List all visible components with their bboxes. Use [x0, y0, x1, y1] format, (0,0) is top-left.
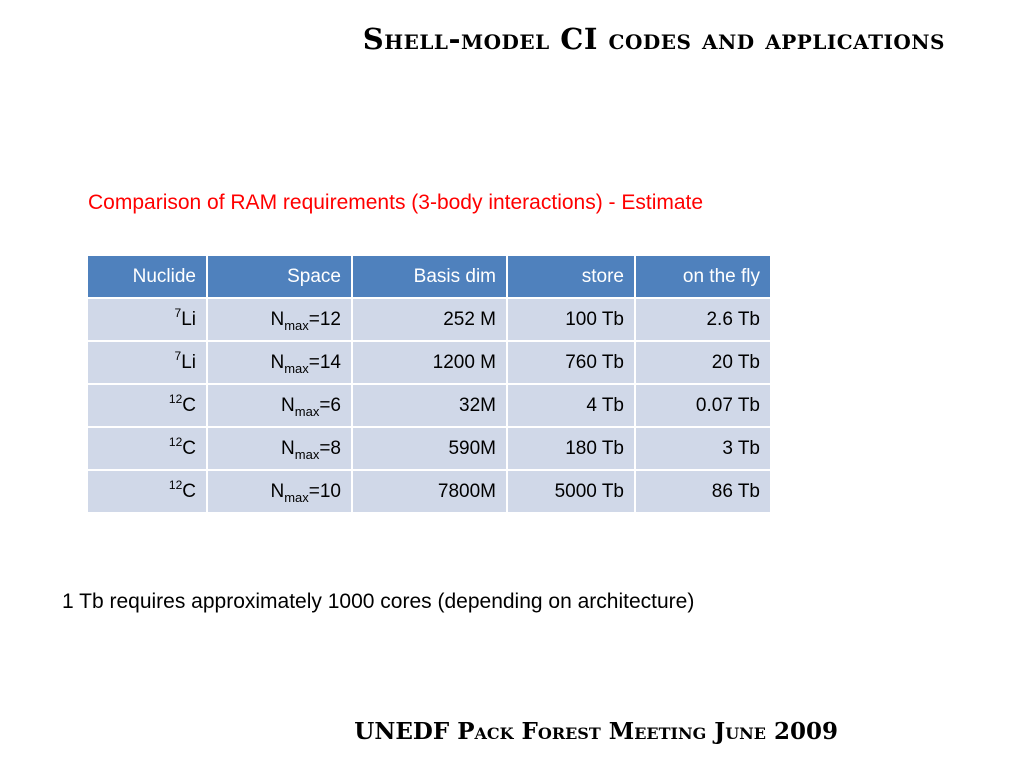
- table-row: [87, 341, 771, 384]
- cell-on-the-fly: 86 Tb: [635, 470, 771, 513]
- cell-nuclide: [87, 427, 207, 470]
- space-value: =8: [319, 437, 341, 459]
- space-base: N: [270, 480, 285, 502]
- cell-nuclide: [87, 384, 207, 427]
- table-caption: Comparison of RAM requirements (3-body interactions) - Estimate: [88, 191, 704, 214]
- cell-space: [207, 298, 352, 341]
- cell-basis-dim: 252 M: [352, 298, 507, 341]
- cell-store: 180 Tb: [507, 427, 635, 470]
- space-value: =12: [308, 308, 341, 330]
- table-row: [87, 298, 771, 341]
- cell-basis-dim: 32M: [352, 384, 507, 427]
- space-value: =10: [308, 480, 341, 502]
- cell-basis-dim: 590M: [352, 427, 507, 470]
- mass-number: 12: [168, 477, 183, 492]
- element-symbol: C: [182, 394, 196, 416]
- footnote: 1 Tb requires approximately 1000 cores (depending on architecture): [62, 590, 695, 613]
- mass-number: 7: [174, 305, 182, 320]
- element-symbol: Li: [181, 351, 196, 373]
- space-subscript: max: [294, 403, 320, 419]
- mass-number: 12: [168, 391, 183, 406]
- space-value: =14: [308, 351, 341, 373]
- table-row: [87, 470, 771, 513]
- header-nuclide: Nuclide: [87, 255, 207, 298]
- header-store: store: [507, 255, 635, 298]
- space-value: =6: [319, 394, 341, 416]
- space-base: N: [270, 308, 285, 330]
- space-base: N: [270, 351, 285, 373]
- cell-nuclide: [87, 298, 207, 341]
- element-symbol: Li: [181, 308, 196, 330]
- cell-space: [207, 427, 352, 470]
- header-space: Space: [207, 255, 352, 298]
- cell-space: [207, 470, 352, 513]
- cell-basis-dim: 1200 M: [352, 341, 507, 384]
- slide-title: Shell-model CI codes and applications: [362, 22, 945, 56]
- cell-store: 760 Tb: [507, 341, 635, 384]
- ram-requirements-table: [86, 254, 772, 514]
- space-base: N: [281, 437, 295, 459]
- cell-store: 4 Tb: [507, 384, 635, 427]
- element-symbol: C: [182, 480, 196, 502]
- cell-space: [207, 384, 352, 427]
- space-base: N: [281, 394, 295, 416]
- space-subscript: max: [284, 360, 309, 376]
- element-symbol: C: [182, 437, 196, 459]
- cell-on-the-fly: 0.07 Tb: [635, 384, 771, 427]
- header-basis-dim: Basis dim: [352, 255, 507, 298]
- cell-store: 5000 Tb: [507, 470, 635, 513]
- mass-number: 7: [174, 348, 182, 363]
- cell-on-the-fly: 3 Tb: [635, 427, 771, 470]
- space-subscript: max: [284, 489, 309, 505]
- cell-space: [207, 341, 352, 384]
- slide-footer: UNEDF Pack Forest Meeting June 2009: [354, 718, 838, 745]
- cell-nuclide: [87, 341, 207, 384]
- cell-nuclide: [87, 470, 207, 513]
- space-subscript: max: [294, 446, 320, 462]
- header-on-the-fly: on the fly: [635, 255, 771, 298]
- table-row: [87, 384, 771, 427]
- table-header-row: [87, 255, 771, 298]
- cell-store: 100 Tb: [507, 298, 635, 341]
- mass-number: 12: [168, 434, 183, 449]
- space-subscript: max: [284, 317, 309, 333]
- cell-on-the-fly: 2.6 Tb: [635, 298, 771, 341]
- cell-basis-dim: 7800M: [352, 470, 507, 513]
- table-row: [87, 427, 771, 470]
- cell-on-the-fly: 20 Tb: [635, 341, 771, 384]
